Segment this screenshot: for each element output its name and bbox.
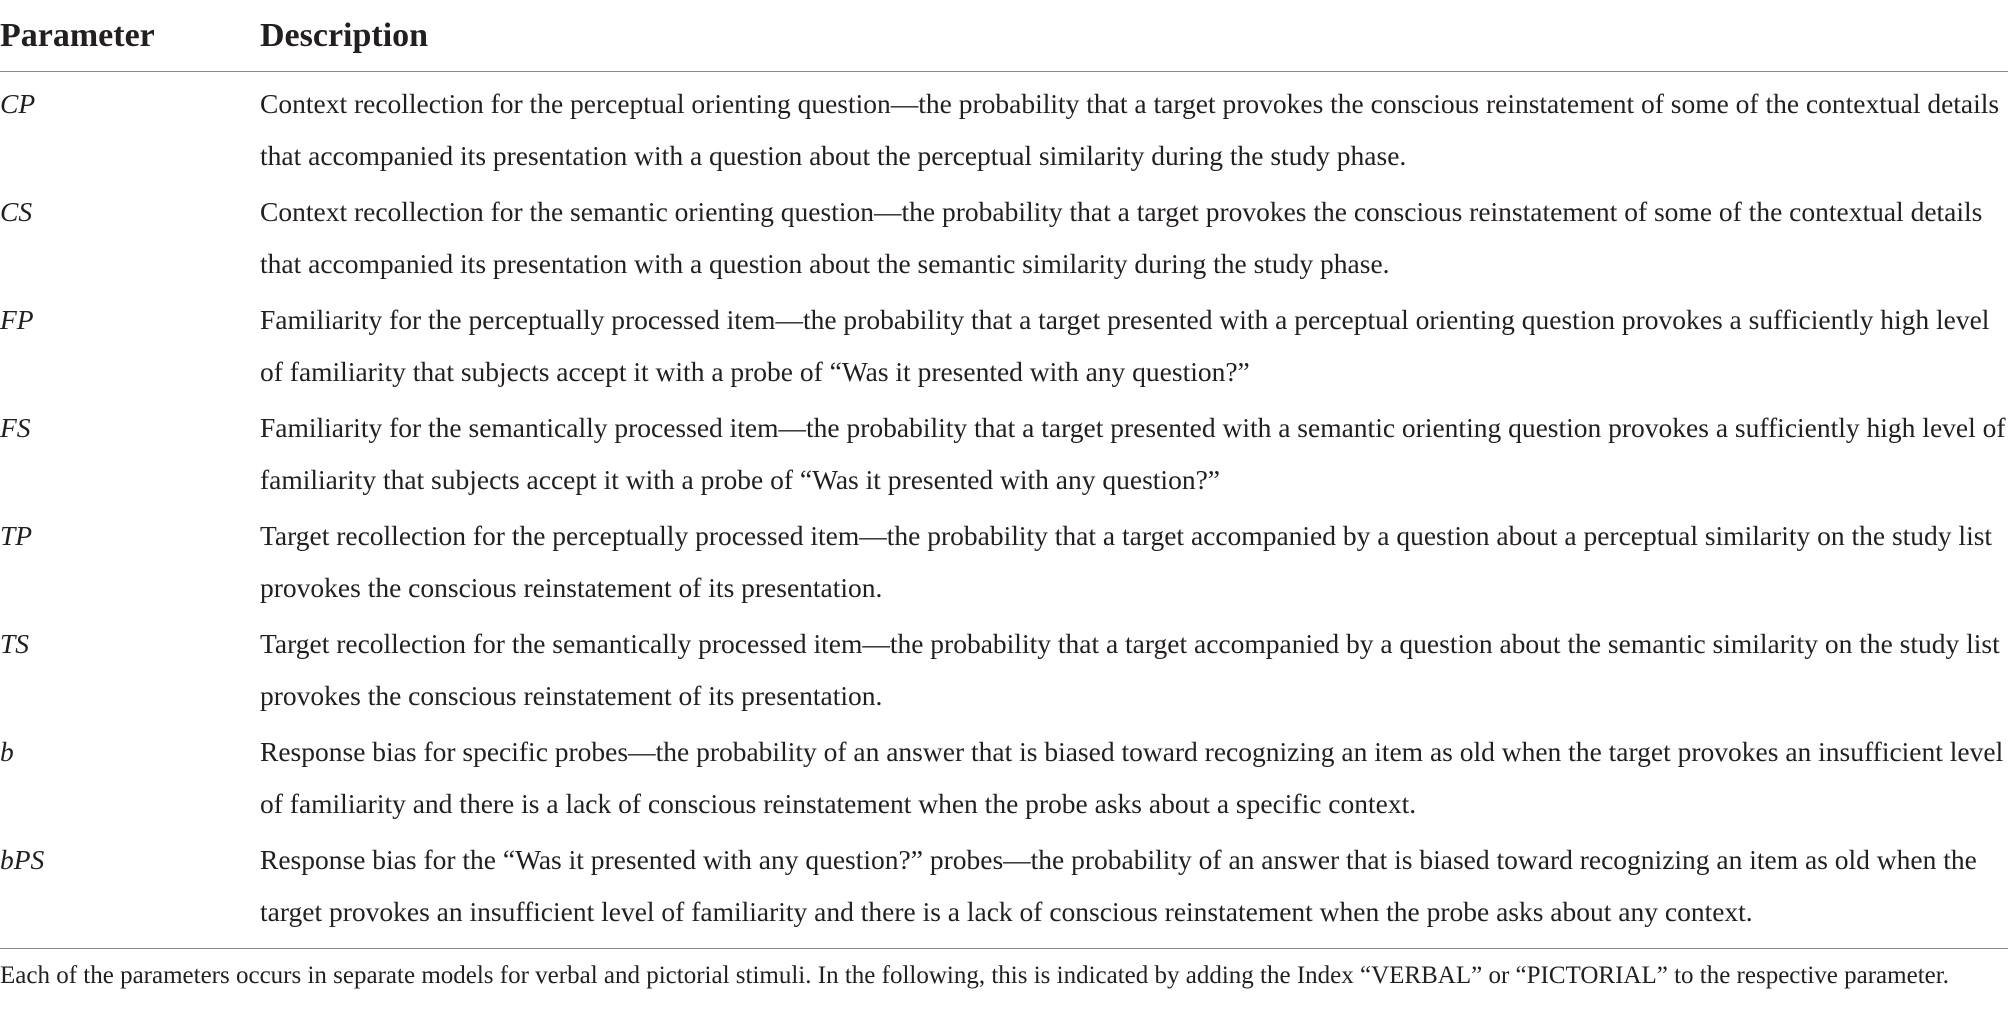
parameter-cell: TP [0,519,33,551]
table-row [0,71,2008,184]
parameter-cell: TS [0,627,30,659]
table-row [0,616,2008,724]
table-body [0,71,2008,948]
description-cell: Response bias for the “Was it presented with any question?” probes—the probability of an answer that is biased toward recognizing an item as old when the target provokes an insufficient level of familiarity and there is a lack of conscious reinstatement when the probe asks about any context. [260,843,1977,927]
table-footnote: Each of the parameters occurs in separate models for verbal and pictorial stimuli. In the following, this is indicated by adding the Index “VERBAL” or “PICTORIAL” to the respective parameter. [0,961,1949,989]
parameter-cell: b [0,735,14,767]
description-cell: Familiarity for the semantically processed item—the probability that a target presented with a semantic orienting question provokes a sufficiently high level of familiarity that subjects accept it with a probe of “Was it presented with any question?” [260,411,2006,495]
table-row [0,292,2008,400]
table-row [0,508,2008,616]
header-description: Description [260,0,2008,71]
header-parameter: Parameter [0,0,260,71]
description-cell: Target recollection for the semantically processed item—the probability that a target accompanied by a question about the semantic similarity on the study list provokes the conscious reinstatement of its presentation. [260,627,2000,711]
table-row [0,832,2008,948]
description-cell: Target recollection for the perceptually processed item—the probability that a target accompanied by a question about a perceptual similarity on the study list provokes the conscious reinstatement of its presentation. [260,519,1993,603]
parameter-cell: CP [0,87,36,119]
table-row [0,184,2008,292]
table-row [0,724,2008,832]
description-cell: Response bias for specific probes—the probability of an answer that is biased toward recognizing an item as old when the target provokes an insufficient level of familiarity and there is a lack of conscious reinstatement when the probe asks about a specific context. [260,735,2004,819]
parameter-cell: CS [0,195,33,227]
description-cell: Context recollection for the perceptual orienting question—the probability that a target provokes the conscious reinstatement of some of the contextual details that accompanied its presentation with a question about the perceptual similarity during the study phase. [260,87,2000,171]
table-header [0,0,2008,71]
parameter-cell: FS [0,411,31,443]
table-row [0,400,2008,508]
description-cell: Familiarity for the perceptually processed item—the probability that a target presented with a perceptual orienting question provokes a sufficiently high level of familiarity that subjects accept it with a probe of “Was it presented with any question?” [260,303,1990,387]
parameter-cell: bPS [0,843,45,875]
header-row [0,0,2008,71]
parameter-cell: FP [0,303,34,335]
description-cell: Context recollection for the semantic orienting question—the probability that a target provokes the conscious reinstatement of some of the contextual details that accompanied its presentation with a question about the semantic similarity during the study phase. [260,195,1983,279]
